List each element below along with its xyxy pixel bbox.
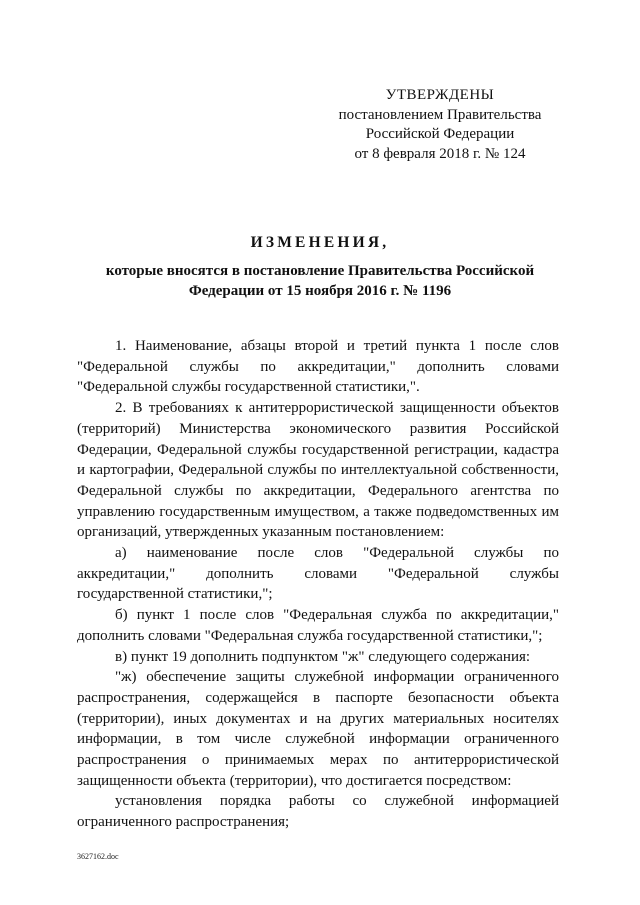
paragraph-1: 1. Наименование, абзацы второй и третий пункта 1 после слов "Федеральной службы по аккредитации," дополнить словами "Федеральной службы государственной статистики,". <box>77 338 559 396</box>
paragraph-2v: в) пункт 19 дополнить подпунктом "ж" следующего содержания: <box>115 648 531 665</box>
paragraph-establishment: установления порядка работы со служебной информацией ограниченного распространения; <box>77 793 559 831</box>
approval-stamp <box>330 86 550 164</box>
title-heading: ИЗМЕНЕНИЯ, <box>250 234 390 251</box>
title-subtitle-line-2: Федерации от 15 ноября 2016 г. № 1196 <box>188 283 452 299</box>
title-subtitle-line-1: которые вносятся в постановление Правительства Российской <box>105 263 535 279</box>
document-title <box>80 234 560 301</box>
approval-line-1: постановлением Правительства <box>338 106 542 123</box>
approval-line-2: Российской Федерации <box>365 126 515 142</box>
paragraph-2b: б) пункт 1 после слов "Федеральная служба по аккредитации," дополнить словами "Федеральная служба государственной статистики,"; <box>77 607 559 644</box>
paragraph-2a: а) наименование после слов "Федеральной службы по аккредитации," дополнить словами "Федеральной службы государственной статистики,"; <box>77 545 559 603</box>
footer-filename: 3627162.doc <box>77 852 119 861</box>
paragraph-zh: "ж) обеспечение защиты служебной информации ограниченного распространения, содержащейся в паспорте безопасности объекта (территории), иных документах и на других материальных носителях информации, в том числе служебной информации ограниченного распространения о принимаемых мерах по антитеррористической защищенности объекта (территории), что достигается посредством: <box>77 669 559 789</box>
paragraph-2: 2. В требованиях к антитеррористической защищенности объектов (территорий) Министерства экономического развития Российской Федерации, Федеральной службы государственной регистрации, кадастра и картографии, Федеральной службы по интеллектуальной собственности, Федеральной службы по аккредитации, Федерального агентства по управлению государственным имуществом, а также подведомственных им организаций, утвержденных указанным постановлением: <box>77 400 559 541</box>
approval-line-3: от 8 февраля 2018 г. № 124 <box>354 145 526 162</box>
approval-heading: УТВЕРЖДЕНЫ <box>385 87 495 103</box>
document-body <box>77 336 559 833</box>
